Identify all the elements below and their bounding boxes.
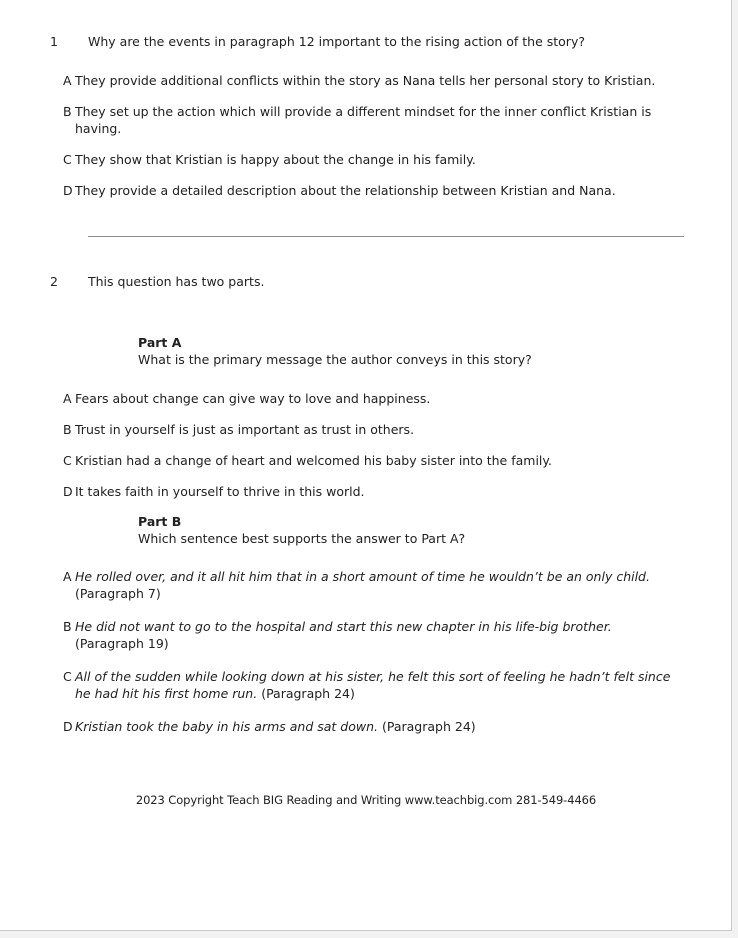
option-text: Fears about change can give way to love and happiness. xyxy=(75,391,431,406)
option-letter: C xyxy=(63,453,72,468)
option-row xyxy=(50,618,697,652)
option-text xyxy=(75,618,675,652)
part-b-options xyxy=(50,568,697,735)
option-row xyxy=(50,483,697,500)
option-letter: C xyxy=(63,669,72,684)
option-row xyxy=(50,421,697,438)
part-b-title: Part B xyxy=(138,514,182,529)
option-text: They provide additional conflicts within the story as Nana tells her personal story to Kristian. xyxy=(75,73,656,88)
option-citation: (Paragraph 7) xyxy=(75,586,161,601)
part-a-question: What is the primary message the author conveys in this story? xyxy=(138,352,532,367)
part-a-header xyxy=(50,334,697,368)
option-letter: A xyxy=(63,569,72,584)
part-b-header xyxy=(50,513,697,547)
option-citation: (Paragraph 24) xyxy=(261,686,355,701)
option-text: They provide a detailed description about the relationship between Kristian and Nana. xyxy=(75,183,616,198)
question-1 xyxy=(50,33,697,50)
option-citation: (Paragraph 19) xyxy=(75,636,169,651)
option-letter: D xyxy=(63,719,73,734)
question-2 xyxy=(50,273,697,290)
part-a-title: Part A xyxy=(138,335,182,350)
question-number: 2 xyxy=(50,274,58,289)
option-row xyxy=(50,103,697,137)
option-letter: D xyxy=(63,183,73,198)
option-row xyxy=(50,182,697,199)
option-text xyxy=(75,568,675,602)
option-text: They set up the action which will provide a different mindset for the inner conflict Kristian is having. xyxy=(75,104,652,136)
section-divider xyxy=(88,236,684,237)
option-text: Trust in yourself is just as important as trust in others. xyxy=(75,422,415,437)
option-row xyxy=(50,718,697,735)
option-text: They show that Kristian is happy about the change in his family. xyxy=(75,152,476,167)
option-row xyxy=(50,390,697,407)
option-text: Kristian had a change of heart and welcomed his baby sister into the family. xyxy=(75,453,552,468)
option-letter: B xyxy=(63,422,72,437)
part-a-options xyxy=(50,390,697,500)
option-letter: A xyxy=(63,391,72,406)
footer-text: 2023 Copyright Teach BIG Reading and Writing www.teachbig.com 281-549-4466 xyxy=(135,793,597,807)
option-quote: He rolled over, and it all hit him that in a short amount of time he wouldn’t be an only child. xyxy=(75,569,650,584)
option-letter: B xyxy=(63,104,72,119)
question-prompt: Why are the events in paragraph 12 important to the rising action of the story? xyxy=(88,34,585,49)
option-quote: He did not want to go to the hospital and start this new chapter in his life-big brother. xyxy=(75,619,612,634)
option-letter: A xyxy=(63,73,72,88)
question-prompt: This question has two parts. xyxy=(88,274,265,289)
option-text xyxy=(75,718,476,735)
option-letter: C xyxy=(63,152,72,167)
option-row xyxy=(50,72,697,89)
option-row xyxy=(50,568,697,602)
option-row xyxy=(50,151,697,168)
option-citation: (Paragraph 24) xyxy=(381,719,476,734)
part-b-question: Which sentence best supports the answer to Part A? xyxy=(138,531,466,546)
question-number: 1 xyxy=(50,34,58,49)
option-text: It takes faith in yourself to thrive in this world. xyxy=(75,484,365,499)
question-1-options xyxy=(50,72,697,199)
option-letter: B xyxy=(63,619,72,634)
option-text xyxy=(75,668,675,702)
option-letter: D xyxy=(63,484,73,499)
option-row xyxy=(50,668,697,702)
option-quote: Kristian took the baby in his arms and sat down. xyxy=(75,719,378,734)
option-quote: All of the sudden while looking down at his sister, he felt this sort of feeling he hadn’t felt since he had hit his first home run. xyxy=(75,669,671,701)
option-row xyxy=(50,452,697,469)
